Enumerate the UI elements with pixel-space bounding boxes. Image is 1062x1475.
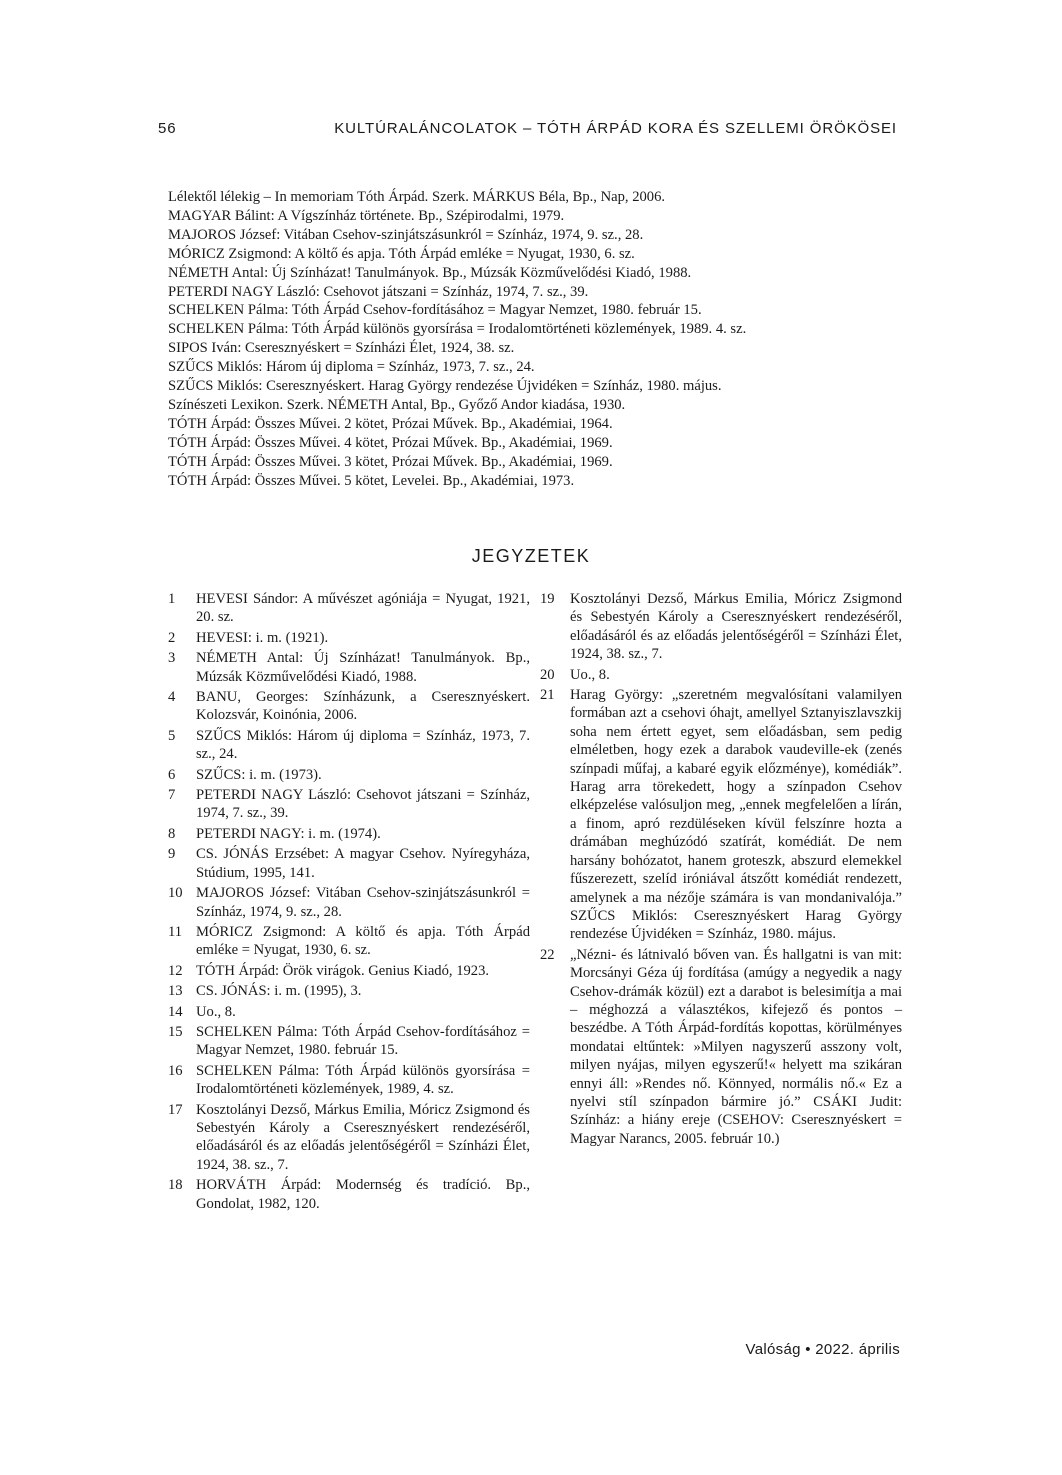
footnote-item xyxy=(168,1003,530,1021)
bibliography-entry: TÓTH Árpád: Összes Művei. 4 kötet, Prózai Művek. Bp., Akadémiai, 1969. xyxy=(168,434,613,451)
footnote-text: HEVESI Sándor: A művészet agóniája = Nyugat, 1921, 20. sz. xyxy=(196,591,530,626)
footnote-item xyxy=(168,962,530,980)
footnote-item xyxy=(168,590,530,627)
footnote-text: „Nézni- és látnivaló bőven van. És hallgatni is van mit: Morcsányi Géza új fordítása (amúgy a negyedik a nagy Csehov-drámák közül) ezt a darabot is belesimítja a mai – méghozzá a választékos, kifejező és pontos – beszédbe. A Tóth Árpád-fordítás kopottas, körülményes mondatai eltűntek: »Milyen nagyszerű asszony volt, milyen nyájas, milyen egyszerű!« helyett ma szikáran ennyi áll: »Rendes nő. Könnyed, normális nő.« Ez a nyelvi stíl színpadon bármire jó.” CSÁKI Judit: Színház: a hiány ereje (CSEHOV: Cseresznyéskert = Magyar Narancs, 2005. február 10.) xyxy=(570,946,902,1147)
bibliography-entry: NÉMETH Antal: Új Színházat! Tanulmányok. Bp., Múzsák Közművelődési Kiadó, 1988. xyxy=(168,264,692,281)
footnote-text: NÉMETH Antal: Új Színházat! Tanulmányok. Bp., Múzsák Közművelődési Kiadó, 1988. xyxy=(196,650,530,685)
bibliography-entry: MÓRICZ Zsigmond: A költő és apja. Tóth Árpád emléke = Nyugat, 1930, 6. sz. xyxy=(168,245,635,262)
footnote-text: HORVÁTH Árpád: Modernség és tradíció. Bp., Gondolat, 1982, 120. xyxy=(196,1177,530,1212)
footnote-text: CS. JÓNÁS: i. m. (1995), 3. xyxy=(196,983,362,1000)
notes-column-right xyxy=(540,590,902,1150)
footnote-item xyxy=(168,1176,530,1213)
bibliography-entry: SZŰCS Miklós: Cseresznyéskert. Harag György rendezése Újvidéken = Színház, 1980. május. xyxy=(168,378,722,395)
footnote-item xyxy=(168,727,530,764)
footnote-item xyxy=(168,1062,530,1099)
bibliography-entry: TÓTH Árpád: Összes Művei. 2 kötet, Prózai Művek. Bp., Akadémiai, 1964. xyxy=(168,415,613,432)
footnote-number: 4 xyxy=(168,689,176,706)
footnote-item xyxy=(168,766,530,784)
footnote-item xyxy=(168,649,530,686)
bibliography-entry: SCHELKEN Pálma: Tóth Árpád Csehov-fordításához = Magyar Nemzet, 1980. február 15. xyxy=(168,302,702,319)
running-head xyxy=(0,120,1062,144)
footnote-item xyxy=(540,590,902,664)
footnote-item xyxy=(168,688,530,725)
footnote-number: 2 xyxy=(168,629,176,646)
footnote-text: Uo., 8. xyxy=(570,666,610,683)
footnote-number: 9 xyxy=(168,846,176,863)
footnote-text: CS. JÓNÁS Erzsébet: A magyar Csehov. Nyíregyháza, Stúdium, 1995, 141. xyxy=(196,846,530,881)
footnote-text: BANU, Georges: Színházunk, a Cseresznyéskert. Kolozsvár, Koinónia, 2006. xyxy=(196,689,530,724)
footnote-text: Harag György: „szeretném megvalósítani valamilyen formában azt a csehovi óhajt, amellyel Sztanyiszlavszkij soha nem értett egyet, sem előadásban, sem pedig elméletben, hogy ezek a darabok vaudeville-ek (zenés színpadi műfaj, a kabaré egyik előzménye), komédiák”. Harag arra törekedett, hogy a színpadon Csehov elképzelése valósuljon meg, „ennek megfelelően a lírán, a finom, apró rezdüléseken kívül felszínre hozta a drámában meghúzódó szatírát, komédiát. De nem harsány bohózatot, hanem groteszk, abszurd elemekkel fűszerezett, szelíd iróniával átszőtt komédiát rendezett, amelynek a ma nézője számára is van mondanivalója.” SZŰCS Miklós: Cseresznyéskert Harag György rendezése Újvidéken = Színház, 1980. május. xyxy=(570,687,902,943)
footnote-number: 8 xyxy=(168,825,176,842)
footnote-text: HEVESI: i. m. (1921). xyxy=(196,629,329,646)
footnote-item xyxy=(168,884,530,921)
footnote-text: MÓRICZ Zsigmond: A költő és apja. Tóth Árpád emléke = Nyugat, 1930, 6. sz. xyxy=(196,923,530,959)
footnote-item xyxy=(168,1023,530,1060)
page-number: 56 xyxy=(158,120,177,137)
running-title: KULTÚRALÁNCOLATOK – TÓTH ÁRPÁD KORA ÉS SZELLEMI ÖRÖKÖSEI xyxy=(334,120,897,137)
bibliography-entry: Lélektől lélekig – In memoriam Tóth Árpád. Szerk. MÁRKUS Béla, Bp., Nap, 2006. xyxy=(168,189,666,205)
footnote-text: Uo., 8. xyxy=(196,1003,236,1020)
footnote-number: 12 xyxy=(168,962,183,979)
footnote-number: 11 xyxy=(168,923,183,940)
bibliography-entry: PETERDI NAGY László: Csehovot játszani = Színház, 1974, 7. sz., 39. xyxy=(168,283,589,300)
footnote-item xyxy=(540,666,902,684)
bibliography-list xyxy=(168,188,908,491)
footnote-item xyxy=(168,923,530,960)
bibliography-entry: MAGYAR Bálint: A Vígszínház története. Bp., Szépirodalmi, 1979. xyxy=(168,207,565,224)
footnote-item xyxy=(168,825,530,843)
bibliography-entry: TÓTH Árpád: Összes Művei. 5 kötet, Levelei. Bp., Akadémiai, 1973. xyxy=(168,472,575,489)
footnote-text: SCHELKEN Pálma: Tóth Árpád Csehov-fordításához = Magyar Nemzet, 1980. február 15. xyxy=(196,1023,530,1059)
footnote-number: 1 xyxy=(168,591,176,607)
footnote-number: 21 xyxy=(540,687,555,704)
footnote-text: Kosztolányi Dezső, Márkus Emilia, Móricz Zsigmond és Sebestyén Károly a Cseresznyéskert rendezéséről, előadásáról és az előadás jelentőségéről = Színházi Élet, 1924, 38. sz., 7. xyxy=(196,1101,530,1173)
bibliography-entry: TÓTH Árpád: Összes Művei. 3 kötet, Prózai Művek. Bp., Akadémiai, 1969. xyxy=(168,453,613,470)
footnote-number: 13 xyxy=(168,983,183,1000)
footnote-number: 16 xyxy=(168,1062,183,1079)
footnote-number: 5 xyxy=(168,727,176,744)
bibliography-entry: SCHELKEN Pálma: Tóth Árpád különös gyorsírása = Irodalomtörténeti közlemények, 1989. 4. sz. xyxy=(168,321,747,338)
footnote-number: 14 xyxy=(168,1003,183,1020)
notes-column-left xyxy=(168,590,530,1215)
bibliography-entry: SIPOS Iván: Cseresznyéskert = Színházi Élet, 1924, 38. sz. xyxy=(168,340,515,357)
footnote-text: PETERDI NAGY László: Csehovot játszani = Színház, 1974, 7. sz., 39. xyxy=(196,787,530,822)
footnote-text: SCHELKEN Pálma: Tóth Árpád különös gyorsírása = Irodalomtörténeti közlemények, 1989, 4. sz. xyxy=(196,1062,530,1098)
footnote-item xyxy=(540,686,902,944)
footnote-number: 10 xyxy=(168,885,183,902)
bibliography-entry: MAJOROS József: Vitában Csehov-szinjátszásunkról = Színház, 1974, 9. sz., 28. xyxy=(168,226,644,243)
footnote-item xyxy=(168,629,530,647)
footnote-number: 15 xyxy=(168,1023,183,1040)
footnote-number: 19 xyxy=(540,591,555,607)
footnote-text: TÓTH Árpád: Örök virágok. Genius Kiadó, 1923. xyxy=(196,962,490,979)
footnote-item xyxy=(168,845,530,882)
bibliography-entry: Színészeti Lexikon. Szerk. NÉMETH Antal, Bp., Győző Andor kiadása, 1930. xyxy=(168,396,626,413)
footnote-item xyxy=(540,946,902,1148)
footnote-text: SZŰCS: i. m. (1973). xyxy=(196,766,322,783)
footnote-number: 20 xyxy=(540,666,555,683)
footnote-text: SZŰCS Miklós: Három új diploma = Színház, 1973, 7. sz., 24. xyxy=(196,727,530,763)
footnote-number: 17 xyxy=(168,1101,183,1118)
footnote-number: 7 xyxy=(168,787,176,804)
footnote-text: MAJOROS József: Vitában Csehov-szinjátszásunkról = Színház, 1974, 9. sz., 28. xyxy=(196,885,530,920)
footnote-item xyxy=(168,786,530,823)
footnote-number: 22 xyxy=(540,946,555,963)
footnote-item xyxy=(168,982,530,1000)
footnote-item xyxy=(168,1101,530,1175)
footnote-text: PETERDI NAGY: i. m. (1974). xyxy=(196,825,381,842)
footnote-text: Kosztolányi Dezső, Márkus Emilia, Móricz Zsigmond és Sebestyén Károly a Cseresznyéskert rendezéséről, előadásáról és az előadás jelentőségéről = Színházi Élet, 1924, 38. sz., 7. xyxy=(570,591,902,663)
footnote-number: 18 xyxy=(168,1177,183,1194)
notes-heading: JEGYZETEK xyxy=(471,546,591,566)
footer-publication: Valóság • 2022. április xyxy=(745,1341,900,1358)
footnote-number: 3 xyxy=(168,650,176,667)
footnote-number: 6 xyxy=(168,766,176,783)
bibliography-entry: SZŰCS Miklós: Három új diploma = Színház, 1973, 7. sz., 24. xyxy=(168,359,535,376)
